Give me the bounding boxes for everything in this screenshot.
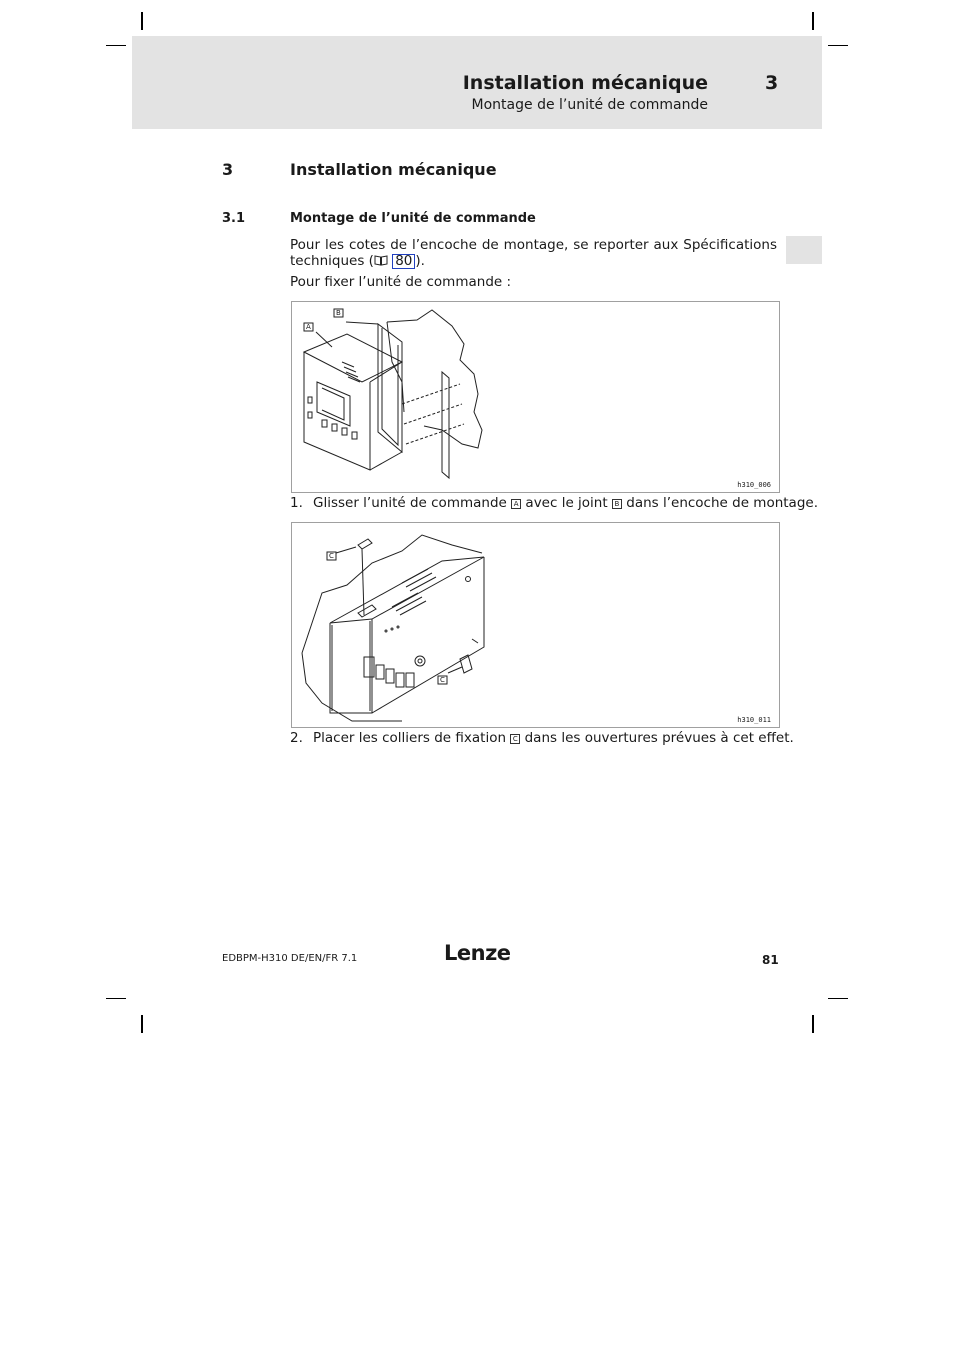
label-c-bottom: C xyxy=(440,676,445,684)
header-chapter-number: 3 xyxy=(765,72,779,94)
subsection-title: Montage de l’unité de commande xyxy=(290,211,536,226)
instruction-lead: Pour fixer l’unité de commande : xyxy=(290,274,512,290)
crop-mark xyxy=(106,998,126,999)
step-1-text-c: dans l’encoche de montage. xyxy=(621,495,818,511)
subsection-number: 3.1 xyxy=(222,211,246,226)
crop-mark xyxy=(828,998,848,999)
chapter-side-tab xyxy=(786,236,822,264)
crop-mark xyxy=(812,12,814,30)
intro-text: Pour les cotes de l’encoche de montage, se reporter aux Spécifications techniques ( xyxy=(290,237,777,269)
label-b: B xyxy=(336,309,341,317)
page-reference-link[interactable]: 80 xyxy=(392,254,415,269)
intro-text-end: ). xyxy=(415,253,425,269)
figure-fixing-clips xyxy=(291,522,780,728)
crop-mark xyxy=(106,45,126,46)
crop-mark xyxy=(141,12,143,30)
label-a: A xyxy=(306,323,311,331)
marker-c: C xyxy=(510,734,520,744)
marker-b: B xyxy=(612,499,622,509)
slide-in-illustration xyxy=(292,302,779,492)
fixing-clips-illustration xyxy=(292,523,779,727)
footer-doc-id: EDBPM-H310 DE/EN/FR 7.1 xyxy=(222,953,358,964)
step-1-text-b: avec le joint xyxy=(521,495,612,511)
step-1 xyxy=(290,495,818,511)
header-title: Installation mécanique xyxy=(462,72,708,94)
step-2 xyxy=(290,730,794,746)
step-2-text-b: dans les ouvertures prévues à cet effet. xyxy=(520,730,794,746)
section-number: 3 xyxy=(222,160,234,179)
header-subtitle: Montage de l’unité de commande xyxy=(471,97,708,113)
step-2-number: 2. xyxy=(290,730,303,746)
book-icon xyxy=(374,254,388,270)
marker-a: A xyxy=(511,499,521,509)
crop-mark xyxy=(812,1015,814,1033)
figure-slide-in xyxy=(291,301,780,493)
page-number: 81 xyxy=(762,953,779,967)
brand-logo: Lenze xyxy=(444,941,511,965)
section-title: Installation mécanique xyxy=(290,160,497,179)
crop-mark xyxy=(141,1015,143,1033)
intro-paragraph xyxy=(290,237,777,270)
figure1-code: h310_006 xyxy=(737,481,771,489)
figure2-code: h310_011 xyxy=(737,716,771,724)
step-1-text: Glisser l’unité de commande xyxy=(313,495,512,511)
step-2-text: Placer les colliers de fixation xyxy=(313,730,511,746)
label-c-top: C xyxy=(329,552,334,560)
step-1-number: 1. xyxy=(290,495,303,511)
crop-mark xyxy=(828,45,848,46)
